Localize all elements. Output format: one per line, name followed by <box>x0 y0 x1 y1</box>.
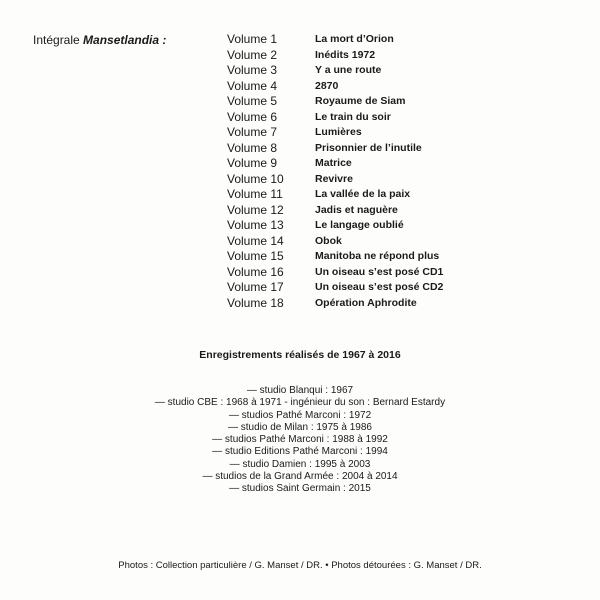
studio-item: — studio de Milan : 1975 à 1986 <box>228 421 372 433</box>
studio-item: — studio Editions Pathé Marconi : 1994 <box>212 446 388 458</box>
volume-title: Opération Aphrodite <box>315 296 417 309</box>
volume-label: Volume 10 <box>227 171 284 186</box>
photo-credits: Photos : Collection particulière / G. Manset / DR. • Photos détourées : G. Manset / DR. <box>118 560 482 571</box>
volume-row <box>227 156 443 172</box>
studio-item: — studios Pathé Marconi : 1972 <box>228 409 372 421</box>
integrale-prefix: Intégrale <box>33 33 84 47</box>
studio-list <box>0 385 600 496</box>
studio-item: — studios Saint Germain : 2015 <box>229 483 371 495</box>
volume-label: Volume 17 <box>227 280 284 294</box>
integrale-heading <box>33 33 166 48</box>
volume-row <box>227 63 443 79</box>
volume-label: Volume 7 <box>227 125 278 139</box>
volume-label: Volume 14 <box>227 233 284 248</box>
volume-row <box>227 280 443 296</box>
volume-title: La vallée de la paix <box>315 188 411 200</box>
volume-label: Volume 11 <box>227 187 283 201</box>
volume-label: Volume 16 <box>227 264 284 279</box>
volume-label: Volume 3 <box>227 63 278 77</box>
volume-row <box>227 218 443 234</box>
volume-row <box>227 265 443 281</box>
volume-title: Matrice <box>315 157 352 169</box>
volume-title: Un oiseau s’est posé CD2 <box>315 281 444 293</box>
volume-row <box>227 203 443 219</box>
volume-row <box>227 48 443 64</box>
volume-row <box>227 32 443 48</box>
volume-row <box>227 94 443 110</box>
volume-title: Revivre <box>315 172 353 185</box>
recordings-heading: Enregistrements réalisés de 1967 à 2016 <box>199 349 401 361</box>
volume-title: Le train du soir <box>315 110 391 123</box>
volume-label: Volume 2 <box>227 47 278 62</box>
volume-label: Volume 15 <box>227 249 284 263</box>
volume-label: Volume 6 <box>227 109 278 124</box>
volume-list <box>227 32 443 311</box>
volume-row <box>227 141 443 157</box>
volume-row <box>227 110 443 126</box>
studio-item: — studio Damien : 1995 à 2003 <box>229 458 371 470</box>
studio-item: — studio CBE : 1968 à 1971 - ingénieur du son : Bernard Estardy <box>154 397 446 409</box>
volume-row <box>227 296 443 312</box>
studio-item: — studios Pathé Marconi : 1988 à 1992 <box>212 434 388 446</box>
volume-label: Volume 1 <box>227 32 278 46</box>
volume-row <box>227 172 443 188</box>
volume-title: Manitoba ne répond plus <box>315 250 440 262</box>
volume-title: Inédits 1972 <box>315 48 376 61</box>
volume-row <box>227 125 443 141</box>
volume-label: Volume 4 <box>227 78 278 93</box>
volume-title: Royaume de Siam <box>315 95 406 107</box>
volume-row <box>227 79 443 95</box>
volume-label: Volume 9 <box>227 156 278 170</box>
studio-item: — studio Blanqui : 1967 <box>246 385 354 396</box>
volume-title: 2870 <box>315 79 339 92</box>
volume-title: Le langage oublié <box>315 219 404 231</box>
volume-label: Volume 5 <box>227 94 278 108</box>
volume-row <box>227 187 443 203</box>
volume-title: Y a une route <box>315 64 382 76</box>
volume-label: Volume 8 <box>227 140 278 155</box>
volume-label: Volume 13 <box>227 218 284 232</box>
integrale-title: Mansetlandia : <box>83 33 167 47</box>
volume-row <box>227 234 443 250</box>
volume-title: Prisonnier de l’inutile <box>315 141 422 154</box>
volume-title: Obok <box>315 234 342 247</box>
volume-row <box>227 249 443 265</box>
volume-title: La mort d’Orion <box>315 33 394 45</box>
studio-item: — studios de la Grand Armée : 2004 à 2014 <box>202 471 398 483</box>
volume-label: Volume 18 <box>227 295 284 310</box>
volume-title: Jadis et naguère <box>315 203 398 216</box>
volume-label: Volume 12 <box>227 202 284 217</box>
volume-title: Lumières <box>315 126 362 138</box>
volume-title: Un oiseau s’est posé CD1 <box>315 265 444 278</box>
